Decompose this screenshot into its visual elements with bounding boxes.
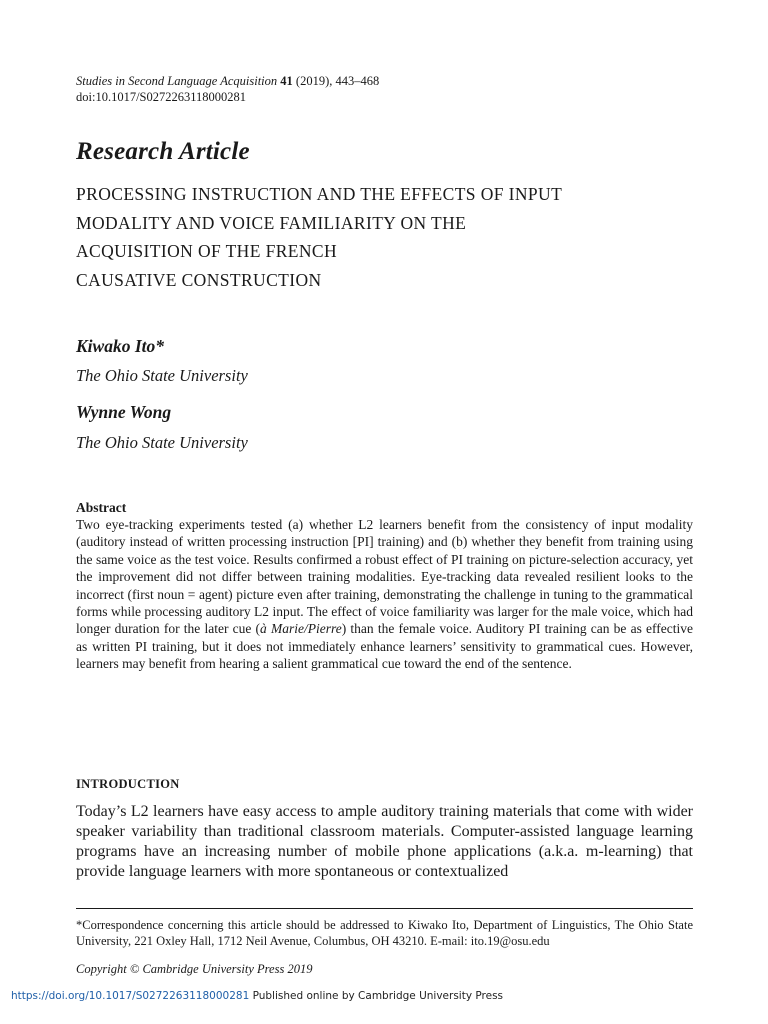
copyright-notice: Copyright © Cambridge University Press 2019	[76, 962, 313, 976]
title-line: CAUSATIVE CONSTRUCTION	[76, 269, 322, 290]
section-heading-introduction: INTRODUCTION	[76, 777, 180, 791]
title-line: PROCESSING INSTRUCTION AND THE EFFECTS OF INPUT	[76, 184, 563, 204]
journal-year-pages: (2019), 443–468	[292, 74, 380, 88]
journal-volume: 41	[280, 74, 293, 88]
abstract-text-part: Two eye-tracking experiments tested (a) whether L2 learners benefit from the consistency of input modality (auditory instead of written processing instruction [PI] training) and (b) whether they benefit from training using the same voice as the test voice. Results confirmed a robust effect of PI training on picture-selection accuracy, yet the improvement did not differ between training modalities. Eye-tracking data revealed resilient looks to the incorrect (first noun = agent) picture even after training, demonstrating the challenge in tuning to the grammatical forms while processing auditory L2 input. The effect of voice familiarity was larger for the male voice, which had longer duration for the later cue (	[76, 517, 693, 637]
journal-name: Studies in Second Language Acquisition	[76, 74, 278, 88]
title-line: ACQUISITION OF THE FRENCH	[76, 241, 338, 261]
footnote-divider	[76, 908, 693, 909]
author-name: Kiwako Ito*	[76, 336, 165, 356]
correspondence-footnote: *Correspondence concerning this article should be addressed to Kiwako Ito, Department of Linguistics, The Ohio State University, 221 Oxley Hall, 1712 Neil Avenue, Columbus, OH 43210. E-mail: ito.19@osu.edu	[76, 918, 693, 948]
author-name: Wynne Wong	[76, 402, 172, 422]
abstract-text-part: ) than the female voice. Auditory PI training can be as effective as written PI training, but it does not immediately enhance learners’ sensitivity to grammatical cues. However, learners may benefit from hearing a salient grammatical cue toward the end of the sentence.	[76, 621, 694, 672]
doi-link[interactable]: https://doi.org/10.1017/S0272263118000281	[11, 990, 250, 1002]
article-type-heading: Research Article	[76, 138, 250, 165]
introduction-text: Today’s L2 learners have easy access to ample auditory training materials that come with wider speaker variability than traditional classroom materials. Computer-assisted language learning programs have an increasing number of mobile phone applications (a.k.a. m-learning) that provide language learners with more spontaneous or contextualized	[76, 803, 693, 880]
publication-bar	[11, 990, 503, 1002]
abstract-italic-cue: à Marie/Pierre	[260, 621, 342, 637]
journal-doi: doi:10.1017/S0272263118000281	[76, 90, 247, 104]
journal-header	[76, 73, 379, 105]
author-affiliation: The Ohio State University	[76, 366, 248, 385]
title-line: MODALITY AND VOICE FAMILIARITY ON THE	[76, 212, 467, 233]
abstract-heading: Abstract	[76, 500, 127, 515]
author-affiliation: The Ohio State University	[76, 433, 248, 452]
journal-citation-line	[76, 73, 379, 89]
published-online-text: Published online by Cambridge University Press	[249, 990, 504, 1002]
article-title	[76, 180, 696, 294]
abstract-text	[76, 516, 693, 673]
